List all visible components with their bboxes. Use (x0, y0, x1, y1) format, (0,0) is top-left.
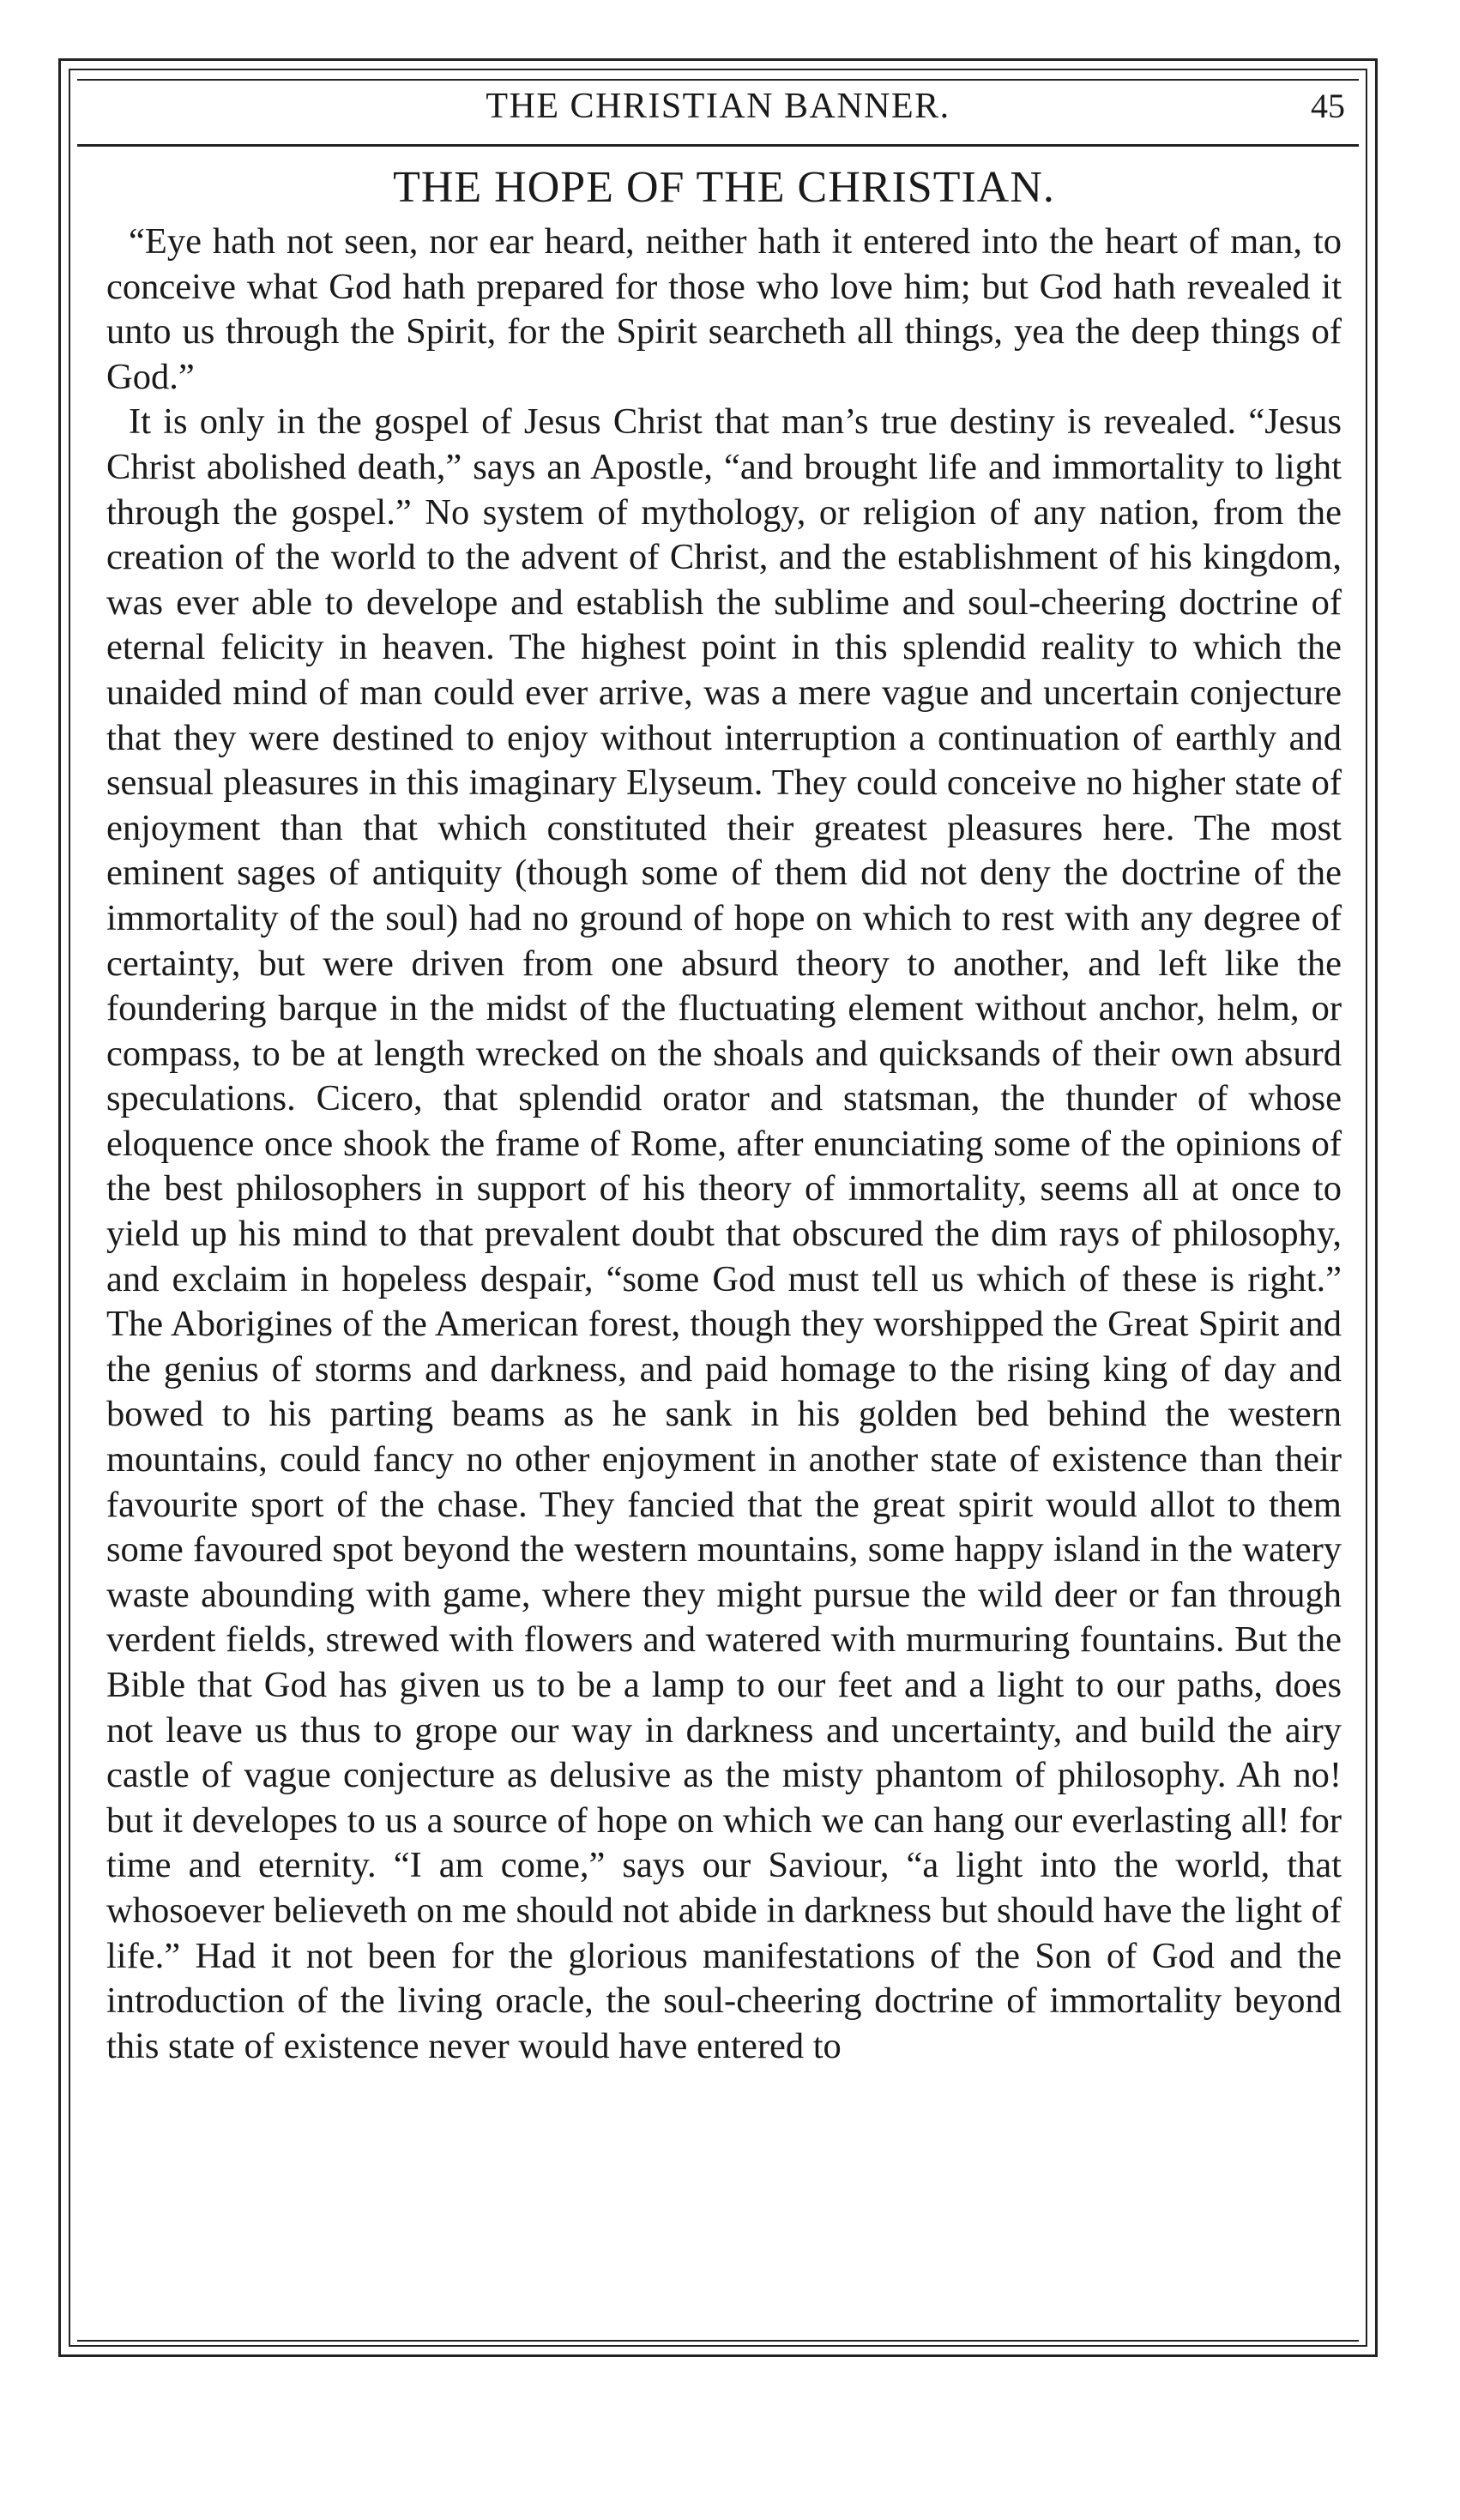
running-title: THE CHRISTIAN BANNER. (486, 87, 950, 126)
paragraph-epigraph: “Eye hath not seen, nor ear heard, neither hath it entered into the heart of man, to conceive what God hath prepared for those who love him; but God hath revealed it unto us through the Spirit, for the Spirit searcheth all things, yea the deep things of God.” (106, 221, 1342, 397)
paragraph-body: It is only in the gospel of Jesus Christ that man’s true destiny is revealed. “Jesus Christ abolished death,” says an Apostle, “and brought life and immortality to light through the gospel.” No system of mythology, or religion of any nation, from the creation of the world to the advent of Christ, and the establishment of his kingdom, was ever able to develope and establish the sublime and soul-cheering doctrine of eternal felicity in heaven. The highest point in this splendid reality to which the unaided mind of man could ever arrive, was a mere vague and uncertain conjecture that they were destined to enjoy without interruption a continuation of earthly and sensual pleasures in this imaginary Elyseum. They could conceive no higher state of enjoyment than that which constituted their greatest pleasures here. The most eminent sages of antiquity (though some of them did not deny the doctrine of the immortality of the soul) had no ground of hope on which to rest with any degree of certainty, but were driven from one absurd theory to another, and left like the foundering barque in the midst of the fluctuating element without anchor, helm, or compass, to be at length wrecked on the shoals and quicksands of their own absurd speculations. Cicero, that splendid orator and statsman, the thunder of whose eloquence once shook the frame of Rome, after enunciating some of the opinions of the best philosophers in support of his theory of immortality, seems all at once to yield up his mind to that prevalent doubt that obscured the dim rays of philosophy, and exclaim in hopeless despair, “some God must tell us which of these is right.” The Aborigines of the American forest, though they worshipped the Great Spirit and the genius of storms and darkness, and paid homage to the rising king of day and bowed to his parting beams as he sank in his golden bed behind the western mountains, could fancy no other enjoyment in another state of existence than their favourite sport of the chase. They fancied that the great spirit would allot to them some favoured spot beyond the western mountains, some happy island in the watery waste abounding with game, where they might pursue the wild deer or fan through verdent fields, strewed with flowers and watered with murmuring fountains. But the Bible that God has given us to be a lamp to our feet and a light to our paths, does not leave us thus to grope our way in darkness and uncertainty, and build the airy castle of vague conjecture as delusive as the misty phantom of philosophy. Ah no! but it developes to us a source of hope on which we can hang our everlasting all! for time and eternity. “I am come,” says our Saviour, “a light into the world, that whosoever believeth on me should not abide in darkness but should have the light of life.” Had it not been for the glorious manifestations of the Son of God and the introduction of the living oracle, the soul-cheering doctrine of immortality beyond this state of existence never would have entered to (106, 401, 1342, 2066)
running-header (82, 86, 1354, 137)
footer-rule (77, 2340, 1359, 2342)
header-rule-bottom (77, 144, 1359, 147)
article (106, 160, 1342, 2069)
article-title: THE HOPE OF THE CHRISTIAN. (393, 163, 1055, 212)
page-number: 45 (1311, 87, 1345, 125)
header-rule-top (77, 79, 1359, 81)
